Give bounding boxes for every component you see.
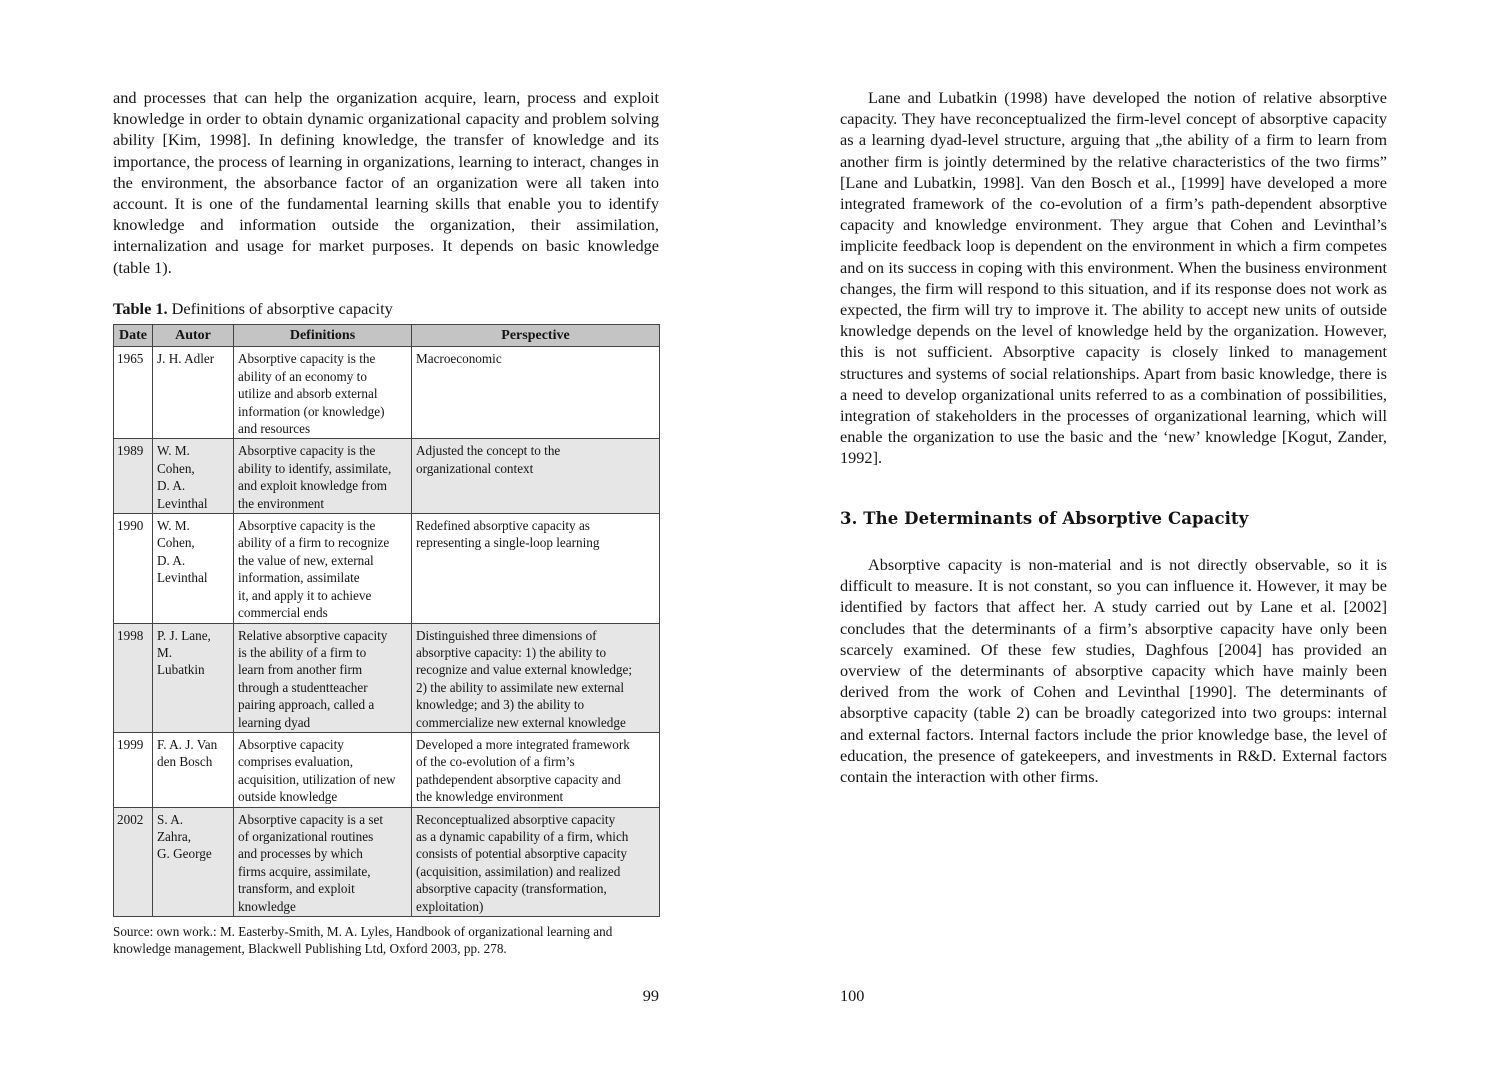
cell-autor: W. M. Cohen, D. A. Levinthal xyxy=(153,514,234,623)
page-number: 99 xyxy=(642,986,659,1005)
table-row xyxy=(114,807,660,916)
cell-date: 1989 xyxy=(114,439,153,514)
cell-definition: Absorptive capacity is a set of organizational routines and processes by which firms acquire, assimilate, transform, and exploit knowledge xyxy=(234,807,412,916)
cell-date: 1998 xyxy=(114,623,153,732)
cell-date: 2002 xyxy=(114,807,153,916)
definitions-table xyxy=(113,324,660,917)
right-paragraph-2: Absorptive capacity is non-material and is not directly observable, so it is difficult to measure. It is not constant, so you can influence it. However, it may be identified by factors that affect her. A study carried out by Lane et al. [2002] concludes that the determinants of a firm’s absorptive capacity have only been scarcely examined. Of these few studies, Daghfous [2004] has provided an overview of the determinants of absorptive capacity which have mainly been derived from the work of Cohen and Levinthal [1990]. The determinants of absorptive capacity (table 2) can be broadly categorized into two groups: internal and external factors. Internal factors include the prior knowledge base, the level of education, the presence of gatekeepers, and investments in R&D. External factors contain the interaction with other firms. xyxy=(840,555,1387,787)
left-paragraph: and processes that can help the organization acquire, learn, process and exploit knowledge in order to obtain dynamic organizational capacity and problem solving ability [Kim, 1998]. In defining knowledge, the transfer of knowledge and its importance, the process of learning in organizations, learning to interact, changes in the environment, the absorbance factor of an organization were all taken into account. It is one of the fundamental learning skills that enable you to identify knowledge and information outside the organization, their assimilation, internalization and usage for market purposes. It depends on basic knowledge (table 1). xyxy=(113,88,659,277)
cell-autor: S. A. Zahra, G. George xyxy=(153,807,234,916)
cell-perspective: Reconceptualized absorptive capacity as a dynamic capability of a firm, which consists of potential absorptive capacity (acquisition, assimilation) and realized absorptive capacity (transformation, exploitation) xyxy=(412,807,660,916)
table-header-date: Date xyxy=(114,325,153,347)
table-header-autor: Autor xyxy=(153,325,234,347)
table-row xyxy=(114,514,660,623)
table-caption-label: Table 1. xyxy=(113,299,168,318)
cell-perspective: Macroeconomic xyxy=(412,347,660,439)
table-row xyxy=(114,623,660,732)
cell-date: 1965 xyxy=(114,347,153,439)
section-heading: 3. The Determinants of Absorptive Capacity xyxy=(840,509,1249,528)
cell-definition: Absorptive capacity is the ability of an economy to utilize and absorb external information (or knowledge) and resources xyxy=(234,347,412,439)
cell-definition: Absorptive capacity comprises evaluation, acquisition, utilization of new outside knowledge xyxy=(234,732,412,807)
cell-perspective: Adjusted the concept to the organizational context xyxy=(412,439,660,514)
left-page xyxy=(113,0,659,1068)
table-header-perspective: Perspective xyxy=(412,325,660,347)
table-row xyxy=(114,732,660,807)
cell-perspective: Redefined absorptive capacity as representing a single-loop learning xyxy=(412,514,660,623)
right-page xyxy=(840,0,1387,1068)
cell-autor: W. M. Cohen, D. A. Levinthal xyxy=(153,439,234,514)
cell-autor: F. A. J. Van den Bosch xyxy=(153,732,234,807)
page-number: 100 xyxy=(840,986,865,1005)
cell-perspective: Developed a more integrated framework of the co-evolution of a firm’s pathdependent absorptive capacity and the knowledge environment xyxy=(412,732,660,807)
cell-definition: Absorptive capacity is the ability to identify, assimilate, and exploit knowledge from the environment xyxy=(234,439,412,514)
table-header-row xyxy=(114,325,660,347)
table-source-note: Source: own work.: M. Easterby-Smith, M. A. Lyles, Handbook of organizational learning and knowledge management, Blackwell Publishing Ltd, Oxford 2003, pp. 278. xyxy=(113,924,613,956)
cell-definition: Absorptive capacity is the ability of a firm to recognize the value of new, external information, assimilate it, and apply it to achieve commercial ends xyxy=(234,514,412,623)
cell-date: 1999 xyxy=(114,732,153,807)
cell-definition: Relative absorptive capacity is the ability of a firm to learn from another firm through a studentteacher pairing approach, called a learning dyad xyxy=(234,623,412,732)
table-header-definitions: Definitions xyxy=(234,325,412,347)
cell-perspective: Distinguished three dimensions of absorptive capacity: 1) the ability to recognize and value external knowledge; 2) the ability to assimilate new external knowledge; and 3) the ability to commercialize new external knowledge xyxy=(412,623,660,732)
table-caption xyxy=(113,299,393,319)
cell-date: 1990 xyxy=(114,514,153,623)
table-row xyxy=(114,347,660,439)
table-row xyxy=(114,439,660,514)
cell-autor: J. H. Adler xyxy=(153,347,234,439)
right-paragraph-1: Lane and Lubatkin (1998) have developed the notion of relative absorptive capacity. They have reconceptualized the firm-level concept of absorptive capacity as a learning dyad-level structure, arguing that „the ability of a firm to learn from another firm is jointly determined by the relative characteristics of the two firms” [Lane and Lubatkin, 1998]. Van den Bosch et al., [1999] have developed a more integrated framework of the co-evolution of a firm’s path-dependent absorptive capacity and knowledge environment. They argue that Cohen and Levinthal’s implicite feedback loop is dependent on the environment in which a firm competes and on its success in coping with this environment. When the business environment changes, the firm will respond to this situation, and if its response does not work as expected, the firm will try to improve it. The ability to accept new units of outside knowledge depends on the level of knowledge held by the organization. However, this is not sufficient. Absorptive capacity is closely linked to management structures and systems of social relationships. Apart from basic knowledge, there is a need to develop organizational units referred to as a combination of possibilities, integration of stakeholders in the processes of organizational learning, which will enable the organization to use the basic and the ‘new’ knowledge [Kogut, Zander, 1992]. xyxy=(840,88,1387,468)
cell-autor: P. J. Lane, M. Lubatkin xyxy=(153,623,234,732)
table-caption-text: Definitions of absorptive capacity xyxy=(167,299,393,318)
